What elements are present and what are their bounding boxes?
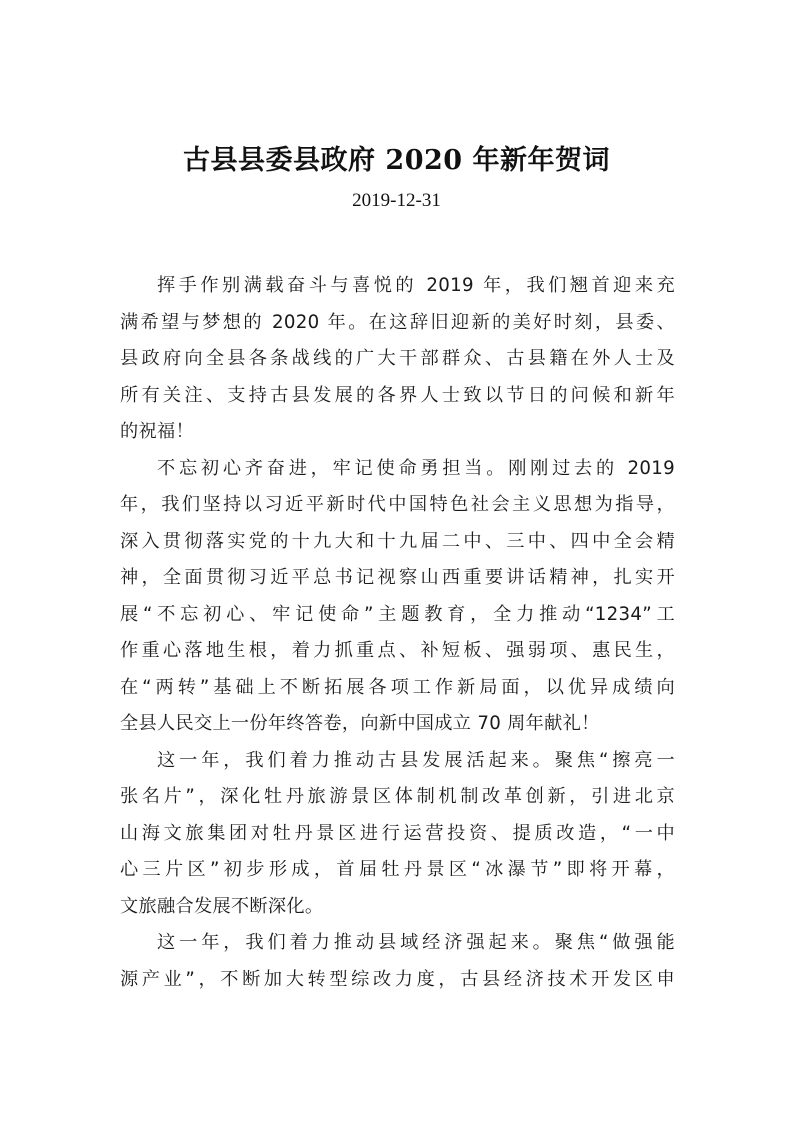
text-line: 深入贯彻落实党的十九大和十九届二中、三中、四中全会精	[120, 530, 675, 552]
text-line: 作重心落地生根，着力抓重点、补短板、强弱项、惠民生，	[120, 640, 675, 661]
text-line: 挥手作别满载奋斗与喜悦的 2019 年，我们翘首迎来充	[157, 275, 675, 296]
paragraph-tourism	[120, 743, 675, 926]
text-line: 全县人民交上一份年终答卷，向新中国成立 70 周年献礼！	[120, 713, 600, 734]
text-line: 山海文旅集团对牡丹景区进行运营投资、提质改造，“一中	[120, 822, 675, 844]
document-title: 古县县委县政府 2020 年新年贺词	[183, 145, 610, 176]
text-line: 这一年，我们着力推动县域经济强起来。聚焦“做强能	[157, 932, 675, 953]
text-line: 在“两转”基础上不断拓展各项工作新局面，以优异成绩向	[120, 676, 675, 698]
text-line: 年，我们坚持以习近平新时代中国特色社会主义思想为指导，	[120, 494, 675, 515]
document-body	[120, 268, 675, 998]
text-line: 张名片”，深化牡丹旅游景区体制机制改革创新，引进北京	[120, 786, 675, 807]
document-date: 2019-12-31	[352, 190, 441, 211]
paragraph-greeting	[120, 268, 675, 451]
paragraph-economy	[120, 925, 675, 998]
text-line: 满希望与梦想的 2020 年。在这辞旧迎新的美好时刻，县委、	[120, 311, 675, 333]
text-line: 心三片区”初步形成，首届牡丹景区“冰瀑节”即将开幕，	[120, 859, 675, 880]
text-line: 的祝福！	[120, 421, 194, 442]
text-line: 不忘初心齐奋进，牢记使命勇担当。刚刚过去的 2019	[157, 457, 675, 479]
text-line: 神，全面贯彻习近平总书记视察山西重要讲话精神，扎实开	[120, 567, 675, 588]
text-line: 这一年，我们着力推动古县发展活起来。聚焦“擦亮一	[157, 749, 675, 771]
text-line: 所有关注、支持古县发展的各界人士致以节日的问候和新年	[120, 384, 675, 406]
paragraph-review	[120, 451, 675, 743]
text-line: 文旅融合发展不断深化。	[120, 895, 324, 917]
text-line: 展“不忘初心、牢记使命”主题教育，全力推动“1234”工	[120, 603, 675, 625]
text-line: 县政府向全县各条战线的广大干部群众、古县籍在外人士及	[120, 348, 675, 369]
text-line: 源产业”，不断加大转型综改力度，古县经济技术开发区申	[120, 968, 675, 990]
